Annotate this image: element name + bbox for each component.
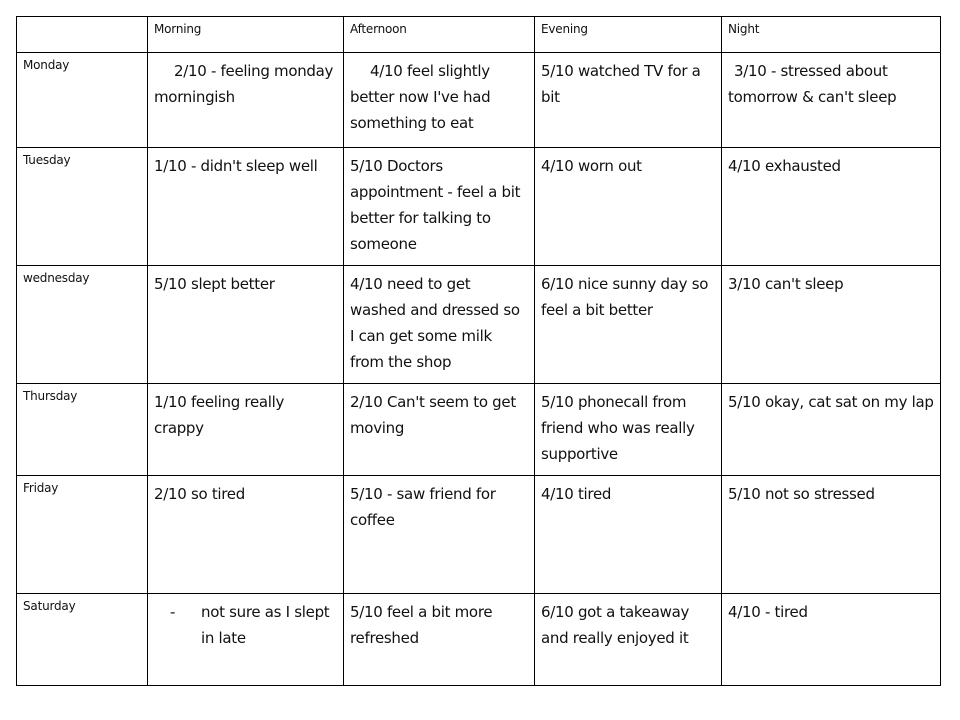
entry-friday-afternoon: 5/10 - saw friend for coffee — [344, 476, 535, 594]
day-label-friday: Friday — [17, 476, 148, 594]
entry-wednesday-night: 3/10 can't sleep — [722, 266, 941, 384]
column-header-afternoon: Afternoon — [344, 17, 535, 53]
table-row — [17, 476, 941, 594]
entry-tuesday-afternoon: 5/10 Doctors appointment - feel a bit better for talking to someone — [344, 148, 535, 266]
day-label-wednesday: wednesday — [17, 266, 148, 384]
entry-monday-night: 3/10 - stressed about tomorrow & can't sleep — [722, 53, 941, 148]
entry-saturday-night: 4/10 - tired — [722, 594, 941, 686]
entry-thursday-night: 5/10 okay, cat sat on my lap — [722, 384, 941, 476]
entry-tuesday-morning: 1/10 - didn't sleep well — [148, 148, 344, 266]
column-header-evening: Evening — [535, 17, 722, 53]
entry-thursday-afternoon: 2/10 Can't seem to get moving — [344, 384, 535, 476]
column-header-night: Night — [722, 17, 941, 53]
day-label-saturday: Saturday — [17, 594, 148, 686]
dash-item-text: not sure as I slept in late — [201, 603, 330, 647]
table-row — [17, 266, 941, 384]
corner-cell — [17, 17, 148, 53]
day-label-monday: Monday — [17, 53, 148, 148]
entry-friday-evening: 4/10 tired — [535, 476, 722, 594]
day-label-thursday: Thursday — [17, 384, 148, 476]
table-row — [17, 53, 941, 148]
entry-saturday-evening: 6/10 got a takeaway and really enjoyed it — [535, 594, 722, 686]
entry-monday-afternoon: 4/10 feel slightly better now I've had something to eat — [344, 53, 535, 148]
entry-saturday-afternoon: 5/10 feel a bit more refreshed — [344, 594, 535, 686]
entry-friday-morning: 2/10 so tired — [148, 476, 344, 594]
column-header-morning: Morning — [148, 17, 344, 53]
table-row — [17, 384, 941, 476]
entry-friday-night: 5/10 not so stressed — [722, 476, 941, 594]
entry-thursday-evening: 5/10 phonecall from friend who was really supportive — [535, 384, 722, 476]
entry-wednesday-afternoon: 4/10 need to get washed and dressed so I can get some milk from the shop — [344, 266, 535, 384]
entry-wednesday-evening: 6/10 nice sunny day so feel a bit better — [535, 266, 722, 384]
dash-list-item — [154, 599, 337, 651]
entry-saturday-morning — [148, 594, 344, 686]
entry-monday-morning: 2/10 - feeling monday morningish — [148, 53, 344, 148]
entry-thursday-morning: 1/10 feeling really crappy — [148, 384, 344, 476]
table-row — [17, 148, 941, 266]
table-row — [17, 594, 941, 686]
header-row — [17, 17, 941, 53]
entry-wednesday-morning: 5/10 slept better — [148, 266, 344, 384]
dash-bullet: - — [170, 603, 176, 621]
mood-diary-table — [16, 16, 941, 686]
day-label-tuesday: Tuesday — [17, 148, 148, 266]
entry-tuesday-night: 4/10 exhausted — [722, 148, 941, 266]
entry-tuesday-evening: 4/10 worn out — [535, 148, 722, 266]
entry-monday-evening: 5/10 watched TV for a bit — [535, 53, 722, 148]
